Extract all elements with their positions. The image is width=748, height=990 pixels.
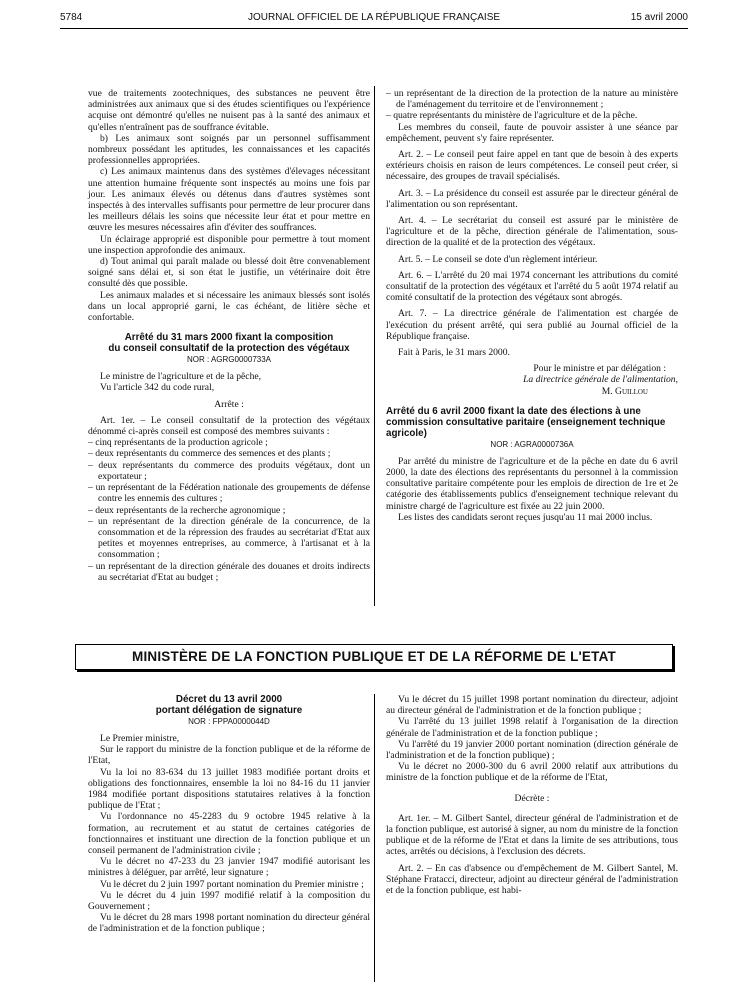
decree-title: Arrêté du 31 mars 2000 fixant la composition	[124, 332, 334, 344]
list-item: – deux représentants du commerce des semences et des plants ;	[88, 448, 331, 460]
paragraph: c) Les animaux maintenus dans des systèmes d'élevages nécessitant une attention humaine fréquente sont inspectés au moins une fois par jour. Les animaux élevés ou détenus dans d'autres systèmes sont inspectés à des intervalles suffisants pour permettre de leur procurer dans les meilleurs délais les soins que nécessite leur état et pour mettre en œuvre les mesures nécessaires afin d'éviter des souffrances.	[88, 166, 370, 234]
nor-reference: NOR : AGRG0000733A	[186, 355, 272, 365]
list-item: – cinq représentants de la production agricole ;	[88, 437, 268, 449]
column-divider	[374, 86, 375, 606]
paragraph: Vu le décret du 28 mars 1998 portant nomination du directeur général de l'administration et de la fonction publique ;	[88, 912, 370, 935]
list-item: – un représentant de la direction générale de la concurrence, de la consommation et de la répression des fraudes au secrétariat d'Etat aux petites et moyennes entreprises, au commerce, à l'artisanat et à la consommation ;	[88, 515, 370, 561]
journal-title: JOURNAL OFFICIEL DE LA RÉPUBLIQUE FRANÇAISE	[247, 12, 501, 23]
article: Art. 7. – La directrice générale de l'alimentation est chargée de l'exécution du présent arrêté, qui sera publié au Journal officiel de la République française.	[386, 308, 678, 342]
paragraph: b) Les animaux sont soignés par un personnel suffisamment nombreux possédant les aptitudes, les connaissances et les capacités professionnelles appropriées.	[88, 132, 370, 167]
paragraph: Le Premier ministre,	[100, 733, 180, 744]
article: Art. 6. – L'arrêté du 20 mai 1974 concernant les attributions du comité consultatif de la protection des végétaux et l'arrêté du 5 août 1974 relatif au comité consultatif de la protection des végétaux sont abrogés.	[386, 269, 678, 304]
bottom-right-column	[386, 694, 678, 896]
page-header	[60, 12, 688, 28]
article: Art. 5. – Le conseil se dote d'un règlement intérieur.	[398, 253, 598, 265]
list-item: – un représentant de la Fédération nationale des groupements de défense contre les ennemis des cultures ;	[88, 482, 370, 505]
paragraph: Sur le rapport du ministre de la fonction publique et de la réforme de l'Etat,	[88, 744, 370, 767]
list-item: – deux représentants du commerce des produits végétaux, dont un exportateur ;	[88, 459, 370, 482]
article: Art. 3. – La présidence du conseil est assurée par le directeur général de l'alimentation ou son représentant.	[386, 187, 678, 210]
paragraph: Les listes des candidats seront reçues jusqu'au 11 mai 2000 inclus.	[398, 511, 653, 523]
paragraph: Les animaux malades et si nécessaire les animaux blessés sont isolés dans un local approprié garni, le cas échéant, de litière sèche et confortable.	[88, 289, 370, 324]
ministry-banner-text: MINISTÈRE DE LA FONCTION PUBLIQUE ET DE LA RÉFORME DE L'ETAT	[132, 649, 616, 664]
paragraph: d) Tout animal qui paraît malade ou blessé doit être convenablement soigné sans délai et, si son état le justifie, un vétérinaire doit être consulté dès que possible.	[88, 256, 370, 290]
paragraph: Vu l'arrêté du 13 juillet 1998 relatif à l'organisation de la direction générale de l'administration et de la fonction publique ;	[386, 716, 678, 739]
paragraph: Vu le décret no 2000-300 du 6 avril 2000 relatif aux attributions du ministre de la fonction publique et de la réforme de l'Etat,	[386, 761, 678, 784]
paragraph: Vu le décret du 4 juin 1997 modifié relatif à la composition du Gouvernement ;	[88, 889, 370, 913]
paragraph: Vu la loi no 83-634 du 13 juillet 1983 modifiée portant droits et obligations des fonctionnaires, ensemble la loi no 84-16 du 11 janvier 1984 modifiée portant dispositions statutaires relatives à la fonction publique de l'Etat ;	[88, 766, 370, 812]
signature-line: Pour le ministre et par délégation :	[533, 363, 666, 375]
paragraph: Vu le décret du 2 juin 1997 portant nomination du Premier ministre ;	[100, 878, 364, 890]
list-item: – quatre représentants du ministère de l'agriculture et de la pêche.	[386, 110, 638, 122]
bottom-left-column	[88, 694, 370, 935]
signature-line: La directrice générale de l'alimentation,	[523, 374, 678, 386]
article: Art. 2. – En cas d'absence ou d'empêchement de M. Gilbert Santel, M. Stéphane Fratacci, directeur, adjoint au directeur général de l'administration et de la fonction publique, est habi-	[386, 862, 678, 897]
signature-place-date: Fait à Paris, le 31 mars 2000.	[398, 347, 510, 359]
decrete-label: Décrète :	[514, 792, 550, 804]
list-item: – un représentant de la direction de la protection de la nature au ministère de l'aménagement du territoire et de l'environnement ;	[386, 88, 678, 111]
signatory-name: M. Guillou	[601, 385, 648, 397]
paragraph: Vu le décret no 47-233 du 23 janvier 1947 modifié autorisant les ministres à déléguer, par arrêté, leur signature ;	[88, 856, 370, 879]
list-item: – deux représentants de la recherche agronomique ;	[88, 504, 286, 516]
paragraph: Les membres du conseil, faute de pouvoir assister à une séance par empêchement, peuvent s'y faire représenter.	[386, 121, 678, 144]
top-left-column	[88, 88, 370, 583]
article: Art. 4. – Le secrétariat du conseil est assuré par le ministère de l'agriculture et de la pêche, direction générale de l'alimentation, sous-direction de la qualité et de la protection des végétaux.	[386, 215, 678, 249]
top-right-column	[386, 88, 678, 523]
decree-title: portant délégation de signature	[155, 705, 303, 716]
paragraph: Vu l'arrêté du 19 janvier 2000 portant nomination (direction générale de l'administration et de la fonction publique) ;	[386, 738, 678, 762]
arrete-label: Arrête :	[214, 398, 244, 410]
paragraph: Vu le décret du 15 juillet 1998 portant nomination du directeur, adjoint au directeur général de l'administration et de la fonction publique ;	[386, 694, 678, 717]
paragraph: Vu l'article 342 du code rural,	[100, 382, 215, 394]
paragraph: Par arrêté du ministre de l'agriculture et de la pêche en date du 6 avril 2000, la date des élections des représentants du personnel à la commission consultative paritaire compétente pour les emplois de direction de 1re et 2e catégorie des établissements publics d'enseignement technique relevant du ministre chargé de l'agriculture est fixée au 22 juin 2000.	[386, 455, 678, 512]
ministry-banner	[75, 644, 673, 670]
article: Art. 1er. – Le conseil consultatif de la protection des végétaux dénommé ci-après conseil est composé des membres suivants :	[88, 414, 370, 438]
list-item: – un représentant de la direction générale des douanes et droits indirects au secrétariat d'Etat au budget ;	[88, 560, 370, 583]
nor-reference: NOR : FPPA0000044D	[188, 717, 270, 726]
decree-title: Décret du 13 avril 2000	[175, 694, 283, 705]
issue-date: 15 avril 2000	[630, 12, 688, 23]
decree-title: Arrêté du 6 avril 2000 fixant la date des élections à une commission consultative paritaire (enseignement technique agricole)	[386, 405, 666, 439]
paragraph: Le ministre de l'agriculture et de la pêche,	[100, 371, 262, 383]
header-rule	[60, 28, 688, 29]
column-divider	[374, 694, 375, 982]
article: Art. 2. – Le conseil peut faire appel en tant que de besoin à des experts extérieurs choisis en raison de leurs compétences. Le conseil peut créer, si nécessaire, des groupes de travail spécialisés.	[386, 149, 678, 183]
article: Art. 1er. – M. Gilbert Santel, directeur général de l'administration et de la fonction publique, est autorisé à signer, au nom du ministre de la fonction publique et de la réforme de l'Etat et dans la limite de ses attributions, tous actes, arrêtés ou décisions, à l'exclusion des décrets.	[386, 812, 678, 858]
paragraph: Vu l'ordonnance no 45-2283 du 9 octobre 1945 relative à la formation, au recrutement et au statut de certaines catégories de fonctionnaires et instituant une direction de la fonction publique et un conseil permanent de l'administration civile ;	[88, 811, 370, 857]
nor-reference: NOR : AGRA0000736A	[490, 439, 574, 449]
page-number: 5784	[60, 12, 83, 23]
paragraph: vue de traitements zootechniques, des substances ne peuvent être administrées aux animaux que si des études scientifiques ou l'expérience acquise ont démontré qu'elles ne nuisent pas à la santé des animaux et qu'elles n'entraînent pas de souffrance évitable.	[88, 88, 370, 133]
decree-title: du conseil consultatif de la protection des végétaux	[108, 343, 350, 355]
paragraph: Un éclairage approprié est disponible pour permettre à tout moment une inspection approfondie des animaux.	[88, 233, 370, 256]
